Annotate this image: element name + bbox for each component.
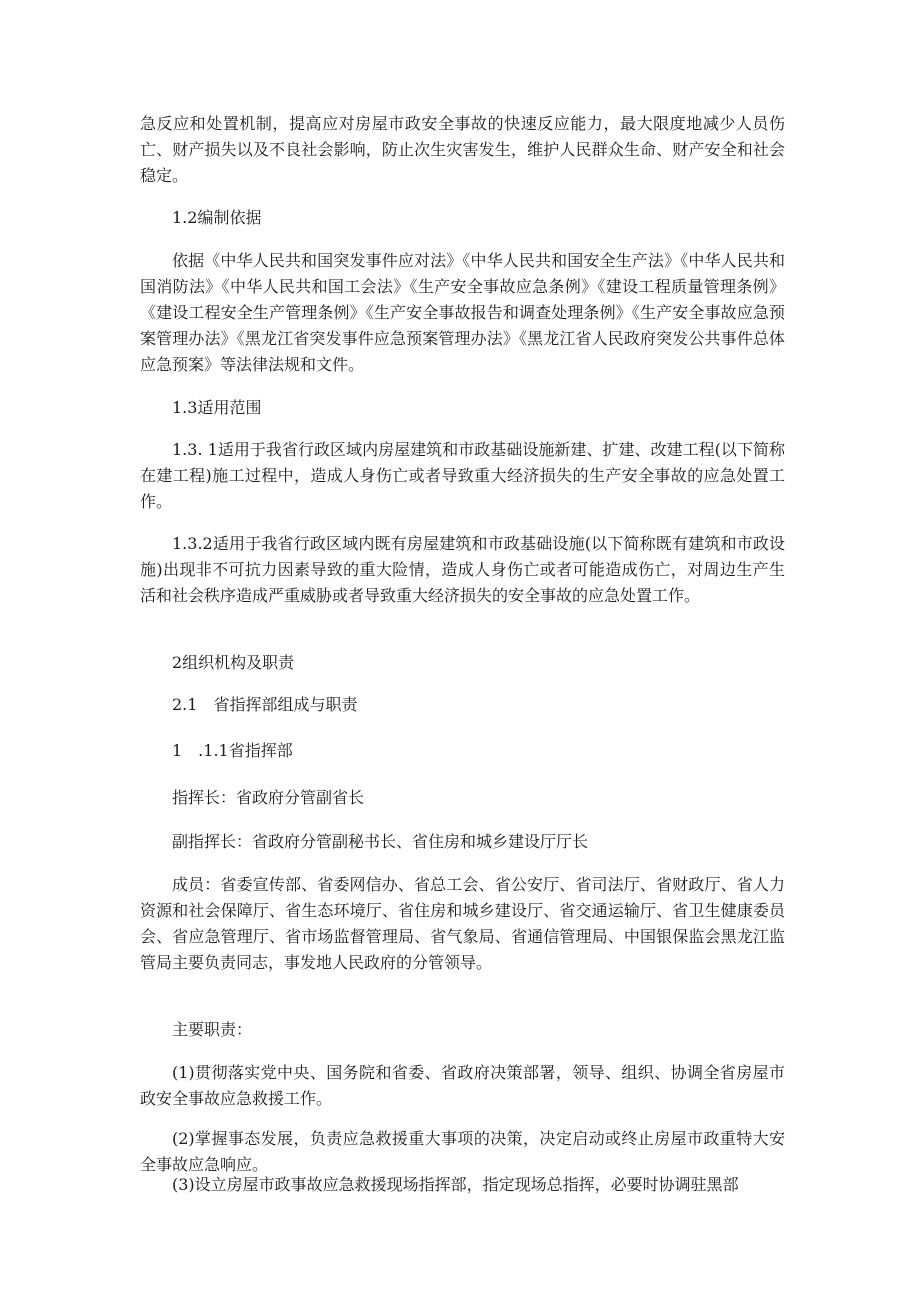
duties-heading: 主要职责： bbox=[172, 1020, 253, 1039]
members-paragraph: 成员：省委宣传部、省委网信办、省总工会、省公安厅、省司法厅、省财政厅、省人力资源和社会保障厅、省生态环境厅、省住房和城乡建设厅、省交通运输厅、省卫生健康委员会、省应急管理厅、省市场监督管理局、省气象局、省通信管理局、中国银保监会黑龙江监管局主要负责同志，事发地人民政府的分管领导。 bbox=[140, 875, 785, 972]
commander-line: 指挥长：省政府分管副省长 bbox=[172, 788, 365, 807]
duty-item-2: (2)掌握事态发展，负责应急救援重大事项的决策，决定启动或终止房屋市政重特大安全事故应急响应。 bbox=[140, 1129, 785, 1174]
scope-paragraph-1-3-1: 1.3. 1适用于我省行政区域内房屋建筑和市政基础设施新建、扩建、改建工程(以下简称在建工程)施工过程中，造成人身伤亡或者导致重大经济损失的生产安全事故的应急处置工作。 bbox=[140, 440, 785, 511]
section-heading-2-1: 2.1 省指挥部组成与职责 bbox=[172, 695, 358, 714]
duty-item-3: (3)设立房屋市政事故应急救援现场指挥部，指定现场总指挥，必要时协调驻黑部 bbox=[172, 1175, 739, 1194]
basis-paragraph: 依据《中华人民共和国突发事件应对法》《中华人民共和国安全生产法》《中华人民共和国消防法》《中华人民共和国工会法》《生产安全事故应急条例》《建设工程质量管理条例》《建设工程安全生产管理条例》《生产安全事故报告和调查处理条例》《生产安全事故应急预案管理办法》《黑龙江省突发事件应急预案管理办法》《黑龙江省人民政府突发公共事件总体应急预案》等法律法规和文件。 bbox=[140, 251, 785, 374]
intro-paragraph: 急反应和处置机制，提高应对房屋市政安全事故的快速反应能力，最大限度地减少人员伤亡、财产损失以及不良社会影响，防止次生灾害发生，维护人民群众生命、财产安全和社会稳定。 bbox=[140, 114, 785, 185]
scope-paragraph-1-3-2: 1.3.2适用于我省行政区域内既有房屋建筑和市政基础设施(以下简称既有建筑和市政设施)出现非不可抗力因素导致的重大险情，造成人身伤亡或者可能造成伤亡，对周边生产生活和社会秩序造成严重威胁或者导致重大经济损失的安全事故的应急处置工作。 bbox=[140, 534, 785, 605]
section-heading-2: 2组织机构及职责 bbox=[172, 653, 295, 672]
section-heading-1-2: 1.2编制依据 bbox=[172, 208, 262, 227]
duty-item-1: (1)贯彻落实党中央、国务院和省委、省政府决策部署，领导、组织、协调全省房屋市政安全事故应急救援工作。 bbox=[140, 1063, 785, 1108]
deputy-commander-line: 副指挥长：省政府分管副秘书长、省住房和城乡建设厅厅长 bbox=[172, 832, 589, 851]
section-heading-1-3: 1.3适用范围 bbox=[172, 398, 262, 417]
section-heading-1-1-1: 1 .1.1省指挥部 bbox=[172, 741, 293, 760]
